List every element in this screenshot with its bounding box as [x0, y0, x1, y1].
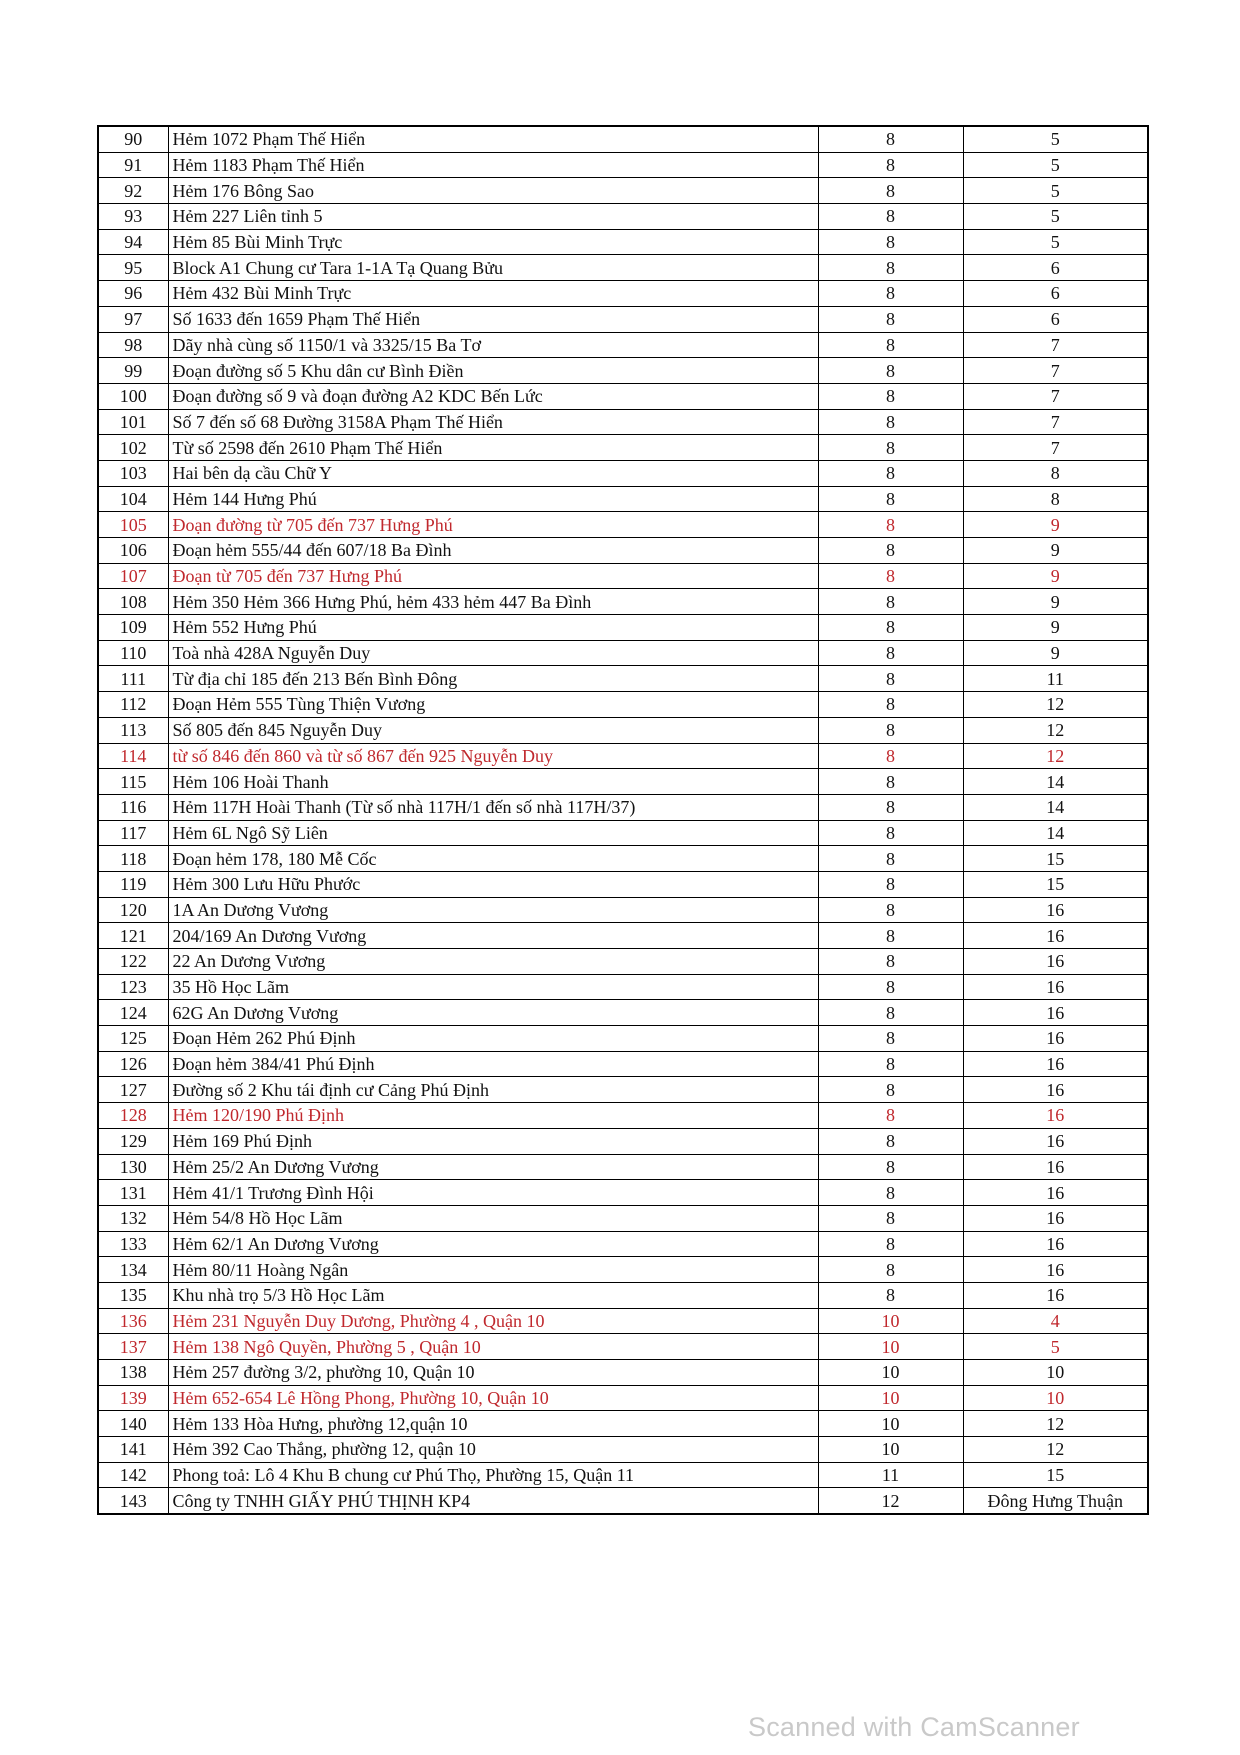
row-number-cell: 96	[98, 281, 168, 307]
address-cell: Hẻm 85 Bùi Minh Trực	[168, 229, 818, 255]
row-number-cell: 140	[98, 1411, 168, 1437]
table-row	[98, 871, 1148, 897]
row-number-cell: 139	[98, 1385, 168, 1411]
ward-cell: 7	[963, 332, 1148, 358]
row-number-cell: 91	[98, 152, 168, 178]
ward-cell: 16	[963, 1154, 1148, 1180]
ward-cell: 16	[963, 1026, 1148, 1052]
row-number-cell: 106	[98, 538, 168, 564]
ward-cell: 5	[963, 178, 1148, 204]
ward-cell: 12	[963, 743, 1148, 769]
address-cell: Hẻm 552 Hưng Phú	[168, 615, 818, 641]
address-cell: Hẻm 300 Lưu Hữu Phước	[168, 871, 818, 897]
address-cell: Hai bên dạ cầu Chữ Y	[168, 460, 818, 486]
table-body	[98, 126, 1148, 1514]
table-row	[98, 383, 1148, 409]
row-number-cell: 115	[98, 769, 168, 795]
district-cell: 8	[818, 871, 963, 897]
address-cell: Dãy nhà cùng số 1150/1 và 3325/15 Ba Tơ	[168, 332, 818, 358]
ward-cell: 16	[963, 1128, 1148, 1154]
row-number-cell: 136	[98, 1308, 168, 1334]
row-number-cell: 143	[98, 1488, 168, 1514]
ward-cell: 12	[963, 1437, 1148, 1463]
ward-cell: 16	[963, 1180, 1148, 1206]
district-cell: 8	[818, 794, 963, 820]
row-number-cell: 131	[98, 1180, 168, 1206]
address-cell: Đường số 2 Khu tái định cư Cảng Phú Định	[168, 1077, 818, 1103]
row-number-cell: 95	[98, 255, 168, 281]
district-cell: 8	[818, 666, 963, 692]
table-row	[98, 306, 1148, 332]
district-cell: 8	[818, 126, 963, 152]
row-number-cell: 118	[98, 846, 168, 872]
address-cell: Hẻm 62/1 An Dương Vương	[168, 1231, 818, 1257]
table-row	[98, 666, 1148, 692]
row-number-cell: 123	[98, 974, 168, 1000]
row-number-cell: 129	[98, 1128, 168, 1154]
district-cell: 8	[818, 1103, 963, 1129]
table-row	[98, 1334, 1148, 1360]
address-cell: Hẻm 227 Liên tỉnh 5	[168, 204, 818, 230]
table-row	[98, 1051, 1148, 1077]
row-number-cell: 128	[98, 1103, 168, 1129]
address-cell: Đoạn Hẻm 262 Phú Định	[168, 1026, 818, 1052]
ward-cell: 14	[963, 794, 1148, 820]
district-cell: 8	[818, 204, 963, 230]
district-cell: 8	[818, 435, 963, 461]
ward-cell: 9	[963, 589, 1148, 615]
table-row	[98, 1180, 1148, 1206]
address-cell: Hẻm 1183 Phạm Thế Hiển	[168, 152, 818, 178]
table-row	[98, 615, 1148, 641]
table-row	[98, 1462, 1148, 1488]
row-number-cell: 111	[98, 666, 168, 692]
ward-cell: 9	[963, 615, 1148, 641]
table-row	[98, 1077, 1148, 1103]
district-cell: 8	[818, 743, 963, 769]
address-cell: Hẻm 350 Hẻm 366 Hưng Phú, hẻm 433 hẻm 447 Ba Đình	[168, 589, 818, 615]
row-number-cell: 114	[98, 743, 168, 769]
row-number-cell: 110	[98, 640, 168, 666]
ward-cell: 16	[963, 1205, 1148, 1231]
address-cell: Đoạn hẻm 178, 180 Mễ Cốc	[168, 846, 818, 872]
address-cell: Phong toả: Lô 4 Khu B chung cư Phú Thọ, Phường 15, Quận 11	[168, 1462, 818, 1488]
address-cell: Đoạn từ 705 đến 737 Hưng Phú	[168, 563, 818, 589]
district-cell: 8	[818, 615, 963, 641]
address-cell: Đoạn hẻm 384/41 Phú Định	[168, 1051, 818, 1077]
address-cell: Số 805 đến 845 Nguyễn Duy	[168, 717, 818, 743]
ward-cell: 16	[963, 1051, 1148, 1077]
address-cell: Công ty TNHH GIẤY PHÚ THỊNH KP4	[168, 1488, 818, 1514]
address-cell: Đoạn hẻm 555/44 đến 607/18 Ba Đình	[168, 538, 818, 564]
table-row	[98, 846, 1148, 872]
table-row	[98, 1000, 1148, 1026]
address-cell: Hẻm 133 Hòa Hưng, phường 12,quận 10	[168, 1411, 818, 1437]
row-number-cell: 105	[98, 512, 168, 538]
district-cell: 8	[818, 383, 963, 409]
ward-cell: 7	[963, 383, 1148, 409]
table-row	[98, 949, 1148, 975]
district-cell: 8	[818, 1128, 963, 1154]
address-cell: Đoạn Hẻm 555 Tùng Thiện Vương	[168, 692, 818, 718]
ward-cell: 14	[963, 820, 1148, 846]
table-row	[98, 152, 1148, 178]
table-row	[98, 974, 1148, 1000]
table-row	[98, 1154, 1148, 1180]
address-cell: Hẻm 25/2 An Dương Vương	[168, 1154, 818, 1180]
table-row	[98, 1411, 1148, 1437]
ward-cell: 16	[963, 1231, 1148, 1257]
row-number-cell: 116	[98, 794, 168, 820]
table-row	[98, 897, 1148, 923]
row-number-cell: 142	[98, 1462, 168, 1488]
row-number-cell: 112	[98, 692, 168, 718]
row-number-cell: 133	[98, 1231, 168, 1257]
table-row	[98, 204, 1148, 230]
address-cell: Block A1 Chung cư Tara 1-1A Tạ Quang Bửu	[168, 255, 818, 281]
district-cell: 8	[818, 692, 963, 718]
row-number-cell: 104	[98, 486, 168, 512]
ward-cell: 16	[963, 1257, 1148, 1283]
ward-cell: 16	[963, 1103, 1148, 1129]
table-row	[98, 435, 1148, 461]
district-cell: 8	[818, 923, 963, 949]
district-cell: 8	[818, 512, 963, 538]
district-cell: 8	[818, 486, 963, 512]
ward-cell: 16	[963, 1000, 1148, 1026]
table-row	[98, 126, 1148, 152]
ward-cell: 14	[963, 769, 1148, 795]
row-number-cell: 121	[98, 923, 168, 949]
table-row	[98, 178, 1148, 204]
district-cell: 8	[818, 409, 963, 435]
table-row	[98, 1257, 1148, 1283]
ward-cell: 4	[963, 1308, 1148, 1334]
ward-cell: 12	[963, 692, 1148, 718]
ward-cell: 5	[963, 152, 1148, 178]
district-cell: 8	[818, 306, 963, 332]
address-cell: Đoạn đường từ 705 đến 737 Hưng Phú	[168, 512, 818, 538]
table-row	[98, 769, 1148, 795]
row-number-cell: 100	[98, 383, 168, 409]
address-cell: Hẻm 138 Ngô Quyền, Phường 5 , Quận 10	[168, 1334, 818, 1360]
address-cell: Hẻm 41/1 Trương Đình Hội	[168, 1180, 818, 1206]
district-cell: 8	[818, 589, 963, 615]
row-number-cell: 93	[98, 204, 168, 230]
row-number-cell: 141	[98, 1437, 168, 1463]
table-row	[98, 923, 1148, 949]
row-number-cell: 134	[98, 1257, 168, 1283]
ward-cell: 6	[963, 255, 1148, 281]
row-number-cell: 119	[98, 871, 168, 897]
district-cell: 8	[818, 1000, 963, 1026]
table-row	[98, 743, 1148, 769]
row-number-cell: 122	[98, 949, 168, 975]
ward-cell: 9	[963, 563, 1148, 589]
row-number-cell: 138	[98, 1360, 168, 1386]
ward-cell: 8	[963, 486, 1148, 512]
district-cell: 8	[818, 1077, 963, 1103]
ward-cell: 5	[963, 1334, 1148, 1360]
row-number-cell: 101	[98, 409, 168, 435]
row-number-cell: 108	[98, 589, 168, 615]
ward-cell: 7	[963, 435, 1148, 461]
address-cell: Khu nhà trọ 5/3 Hồ Học Lãm	[168, 1282, 818, 1308]
district-cell: 8	[818, 563, 963, 589]
district-cell: 12	[818, 1488, 963, 1514]
table-row	[98, 692, 1148, 718]
row-number-cell: 109	[98, 615, 168, 641]
district-cell: 8	[818, 897, 963, 923]
row-number-cell: 102	[98, 435, 168, 461]
row-number-cell: 99	[98, 358, 168, 384]
table-row	[98, 1026, 1148, 1052]
ward-cell: 10	[963, 1360, 1148, 1386]
address-cell: 22 An Dương Vương	[168, 949, 818, 975]
address-cell: Hẻm 80/11 Hoàng Ngân	[168, 1257, 818, 1283]
table-row	[98, 281, 1148, 307]
ward-cell: 12	[963, 1411, 1148, 1437]
row-number-cell: 98	[98, 332, 168, 358]
ward-cell: 15	[963, 871, 1148, 897]
address-cell: Từ số 2598 đến 2610 Phạm Thế Hiển	[168, 435, 818, 461]
district-cell: 8	[818, 769, 963, 795]
ward-cell: 9	[963, 512, 1148, 538]
ward-cell: 16	[963, 1282, 1148, 1308]
address-cell: 62G An Dương Vương	[168, 1000, 818, 1026]
table-row	[98, 794, 1148, 820]
address-cell: Hẻm 120/190 Phú Định	[168, 1103, 818, 1129]
address-cell: Hẻm 432 Bùi Minh Trực	[168, 281, 818, 307]
ward-cell: 8	[963, 460, 1148, 486]
district-cell: 8	[818, 332, 963, 358]
ward-cell: 16	[963, 949, 1148, 975]
row-number-cell: 124	[98, 1000, 168, 1026]
row-number-cell: 126	[98, 1051, 168, 1077]
ward-cell: 5	[963, 229, 1148, 255]
ward-cell: 5	[963, 126, 1148, 152]
table-row	[98, 1282, 1148, 1308]
table-row	[98, 589, 1148, 615]
ward-cell: 6	[963, 306, 1148, 332]
district-cell: 8	[818, 1026, 963, 1052]
table-row	[98, 486, 1148, 512]
ward-cell: 6	[963, 281, 1148, 307]
address-cell: Hẻm 1072 Phạm Thế Hiển	[168, 126, 818, 152]
district-cell: 8	[818, 358, 963, 384]
table-row	[98, 563, 1148, 589]
address-cell: Hẻm 6L Ngô Sỹ Liên	[168, 820, 818, 846]
address-cell: Đoạn đường số 9 và đoạn đường A2 KDC Bến Lức	[168, 383, 818, 409]
ward-cell: Đông Hưng Thuận	[963, 1488, 1148, 1514]
address-cell: 1A An Dương Vương	[168, 897, 818, 923]
district-cell: 8	[818, 1231, 963, 1257]
ward-cell: 7	[963, 409, 1148, 435]
row-number-cell: 135	[98, 1282, 168, 1308]
address-cell: Hẻm 176 Bông Sao	[168, 178, 818, 204]
district-cell: 8	[818, 178, 963, 204]
table-row	[98, 1385, 1148, 1411]
table-row	[98, 1437, 1148, 1463]
camscanner-watermark: Scanned with CamScanner	[748, 1712, 1080, 1742]
row-number-cell: 132	[98, 1205, 168, 1231]
table-row	[98, 1360, 1148, 1386]
district-cell: 8	[818, 717, 963, 743]
district-cell: 8	[818, 640, 963, 666]
address-cell: Hẻm 169 Phú Định	[168, 1128, 818, 1154]
ward-cell: 15	[963, 846, 1148, 872]
row-number-cell: 92	[98, 178, 168, 204]
address-cell: Số 1633 đến 1659 Phạm Thế Hiển	[168, 306, 818, 332]
district-cell: 8	[818, 255, 963, 281]
table-row	[98, 1488, 1148, 1514]
row-number-cell: 120	[98, 897, 168, 923]
address-cell: Hẻm 106 Hoài Thanh	[168, 769, 818, 795]
ward-cell: 11	[963, 666, 1148, 692]
district-cell: 8	[818, 1257, 963, 1283]
table-row	[98, 1231, 1148, 1257]
ward-cell: 16	[963, 923, 1148, 949]
ward-cell: 16	[963, 1077, 1148, 1103]
table-row	[98, 255, 1148, 281]
row-number-cell: 117	[98, 820, 168, 846]
row-number-cell: 94	[98, 229, 168, 255]
table-row	[98, 717, 1148, 743]
table-row	[98, 1308, 1148, 1334]
ward-cell: 15	[963, 1462, 1148, 1488]
table-row	[98, 820, 1148, 846]
table-row	[98, 332, 1148, 358]
district-cell: 8	[818, 152, 963, 178]
district-cell: 8	[818, 1051, 963, 1077]
row-number-cell: 137	[98, 1334, 168, 1360]
district-cell: 10	[818, 1437, 963, 1463]
address-cell: Hẻm 392 Cao Thắng, phường 12, quận 10	[168, 1437, 818, 1463]
district-cell: 10	[818, 1411, 963, 1437]
address-cell: Đoạn đường số 5 Khu dân cư Bình Điền	[168, 358, 818, 384]
ward-cell: 9	[963, 538, 1148, 564]
district-cell: 8	[818, 281, 963, 307]
ward-cell: 16	[963, 897, 1148, 923]
district-cell: 8	[818, 1154, 963, 1180]
row-number-cell: 90	[98, 126, 168, 152]
address-cell: Hẻm 54/8 Hồ Học Lãm	[168, 1205, 818, 1231]
row-number-cell: 130	[98, 1154, 168, 1180]
address-cell: Toà nhà 428A Nguyễn Duy	[168, 640, 818, 666]
row-number-cell: 107	[98, 563, 168, 589]
district-cell: 8	[818, 949, 963, 975]
ward-cell: 12	[963, 717, 1148, 743]
ward-cell: 10	[963, 1385, 1148, 1411]
district-cell: 10	[818, 1360, 963, 1386]
district-cell: 11	[818, 1462, 963, 1488]
district-cell: 8	[818, 1205, 963, 1231]
address-cell: từ số 846 đến 860 và từ số 867 đến 925 Nguyễn Duy	[168, 743, 818, 769]
address-cell: Hẻm 117H Hoài Thanh (Từ số nhà 117H/1 đến số nhà 117H/37)	[168, 794, 818, 820]
district-cell: 8	[818, 229, 963, 255]
table-row	[98, 538, 1148, 564]
address-cell: Hẻm 257 đường 3/2, phường 10, Quận 10	[168, 1360, 818, 1386]
address-cell: Hẻm 144 Hưng Phú	[168, 486, 818, 512]
address-cell: 35 Hồ Học Lãm	[168, 974, 818, 1000]
table-row	[98, 460, 1148, 486]
ward-cell: 9	[963, 640, 1148, 666]
table-row	[98, 1128, 1148, 1154]
address-cell: Từ địa chỉ 185 đến 213 Bến Bình Đông	[168, 666, 818, 692]
address-cell: Hẻm 652-654 Lê Hồng Phong, Phường 10, Quận 10	[168, 1385, 818, 1411]
row-number-cell: 125	[98, 1026, 168, 1052]
table-row	[98, 512, 1148, 538]
district-cell: 10	[818, 1334, 963, 1360]
table-row	[98, 358, 1148, 384]
ward-cell: 7	[963, 358, 1148, 384]
table-row	[98, 229, 1148, 255]
table-row	[98, 640, 1148, 666]
district-cell: 10	[818, 1385, 963, 1411]
table-row	[98, 1103, 1148, 1129]
row-number-cell: 103	[98, 460, 168, 486]
table-row	[98, 1205, 1148, 1231]
row-number-cell: 113	[98, 717, 168, 743]
district-cell: 8	[818, 1282, 963, 1308]
address-cell: 204/169 An Dương Vương	[168, 923, 818, 949]
district-cell: 10	[818, 1308, 963, 1334]
ward-cell: 16	[963, 974, 1148, 1000]
district-cell: 8	[818, 820, 963, 846]
address-table	[97, 125, 1149, 1515]
district-cell: 8	[818, 538, 963, 564]
district-cell: 8	[818, 846, 963, 872]
address-cell: Hẻm 231 Nguyễn Duy Dương, Phường 4 , Quận 10	[168, 1308, 818, 1334]
ward-cell: 5	[963, 204, 1148, 230]
district-cell: 8	[818, 1180, 963, 1206]
row-number-cell: 97	[98, 306, 168, 332]
district-cell: 8	[818, 460, 963, 486]
address-cell: Số 7 đến số 68 Đường 3158A Phạm Thế Hiển	[168, 409, 818, 435]
district-cell: 8	[818, 974, 963, 1000]
row-number-cell: 127	[98, 1077, 168, 1103]
table-row	[98, 409, 1148, 435]
